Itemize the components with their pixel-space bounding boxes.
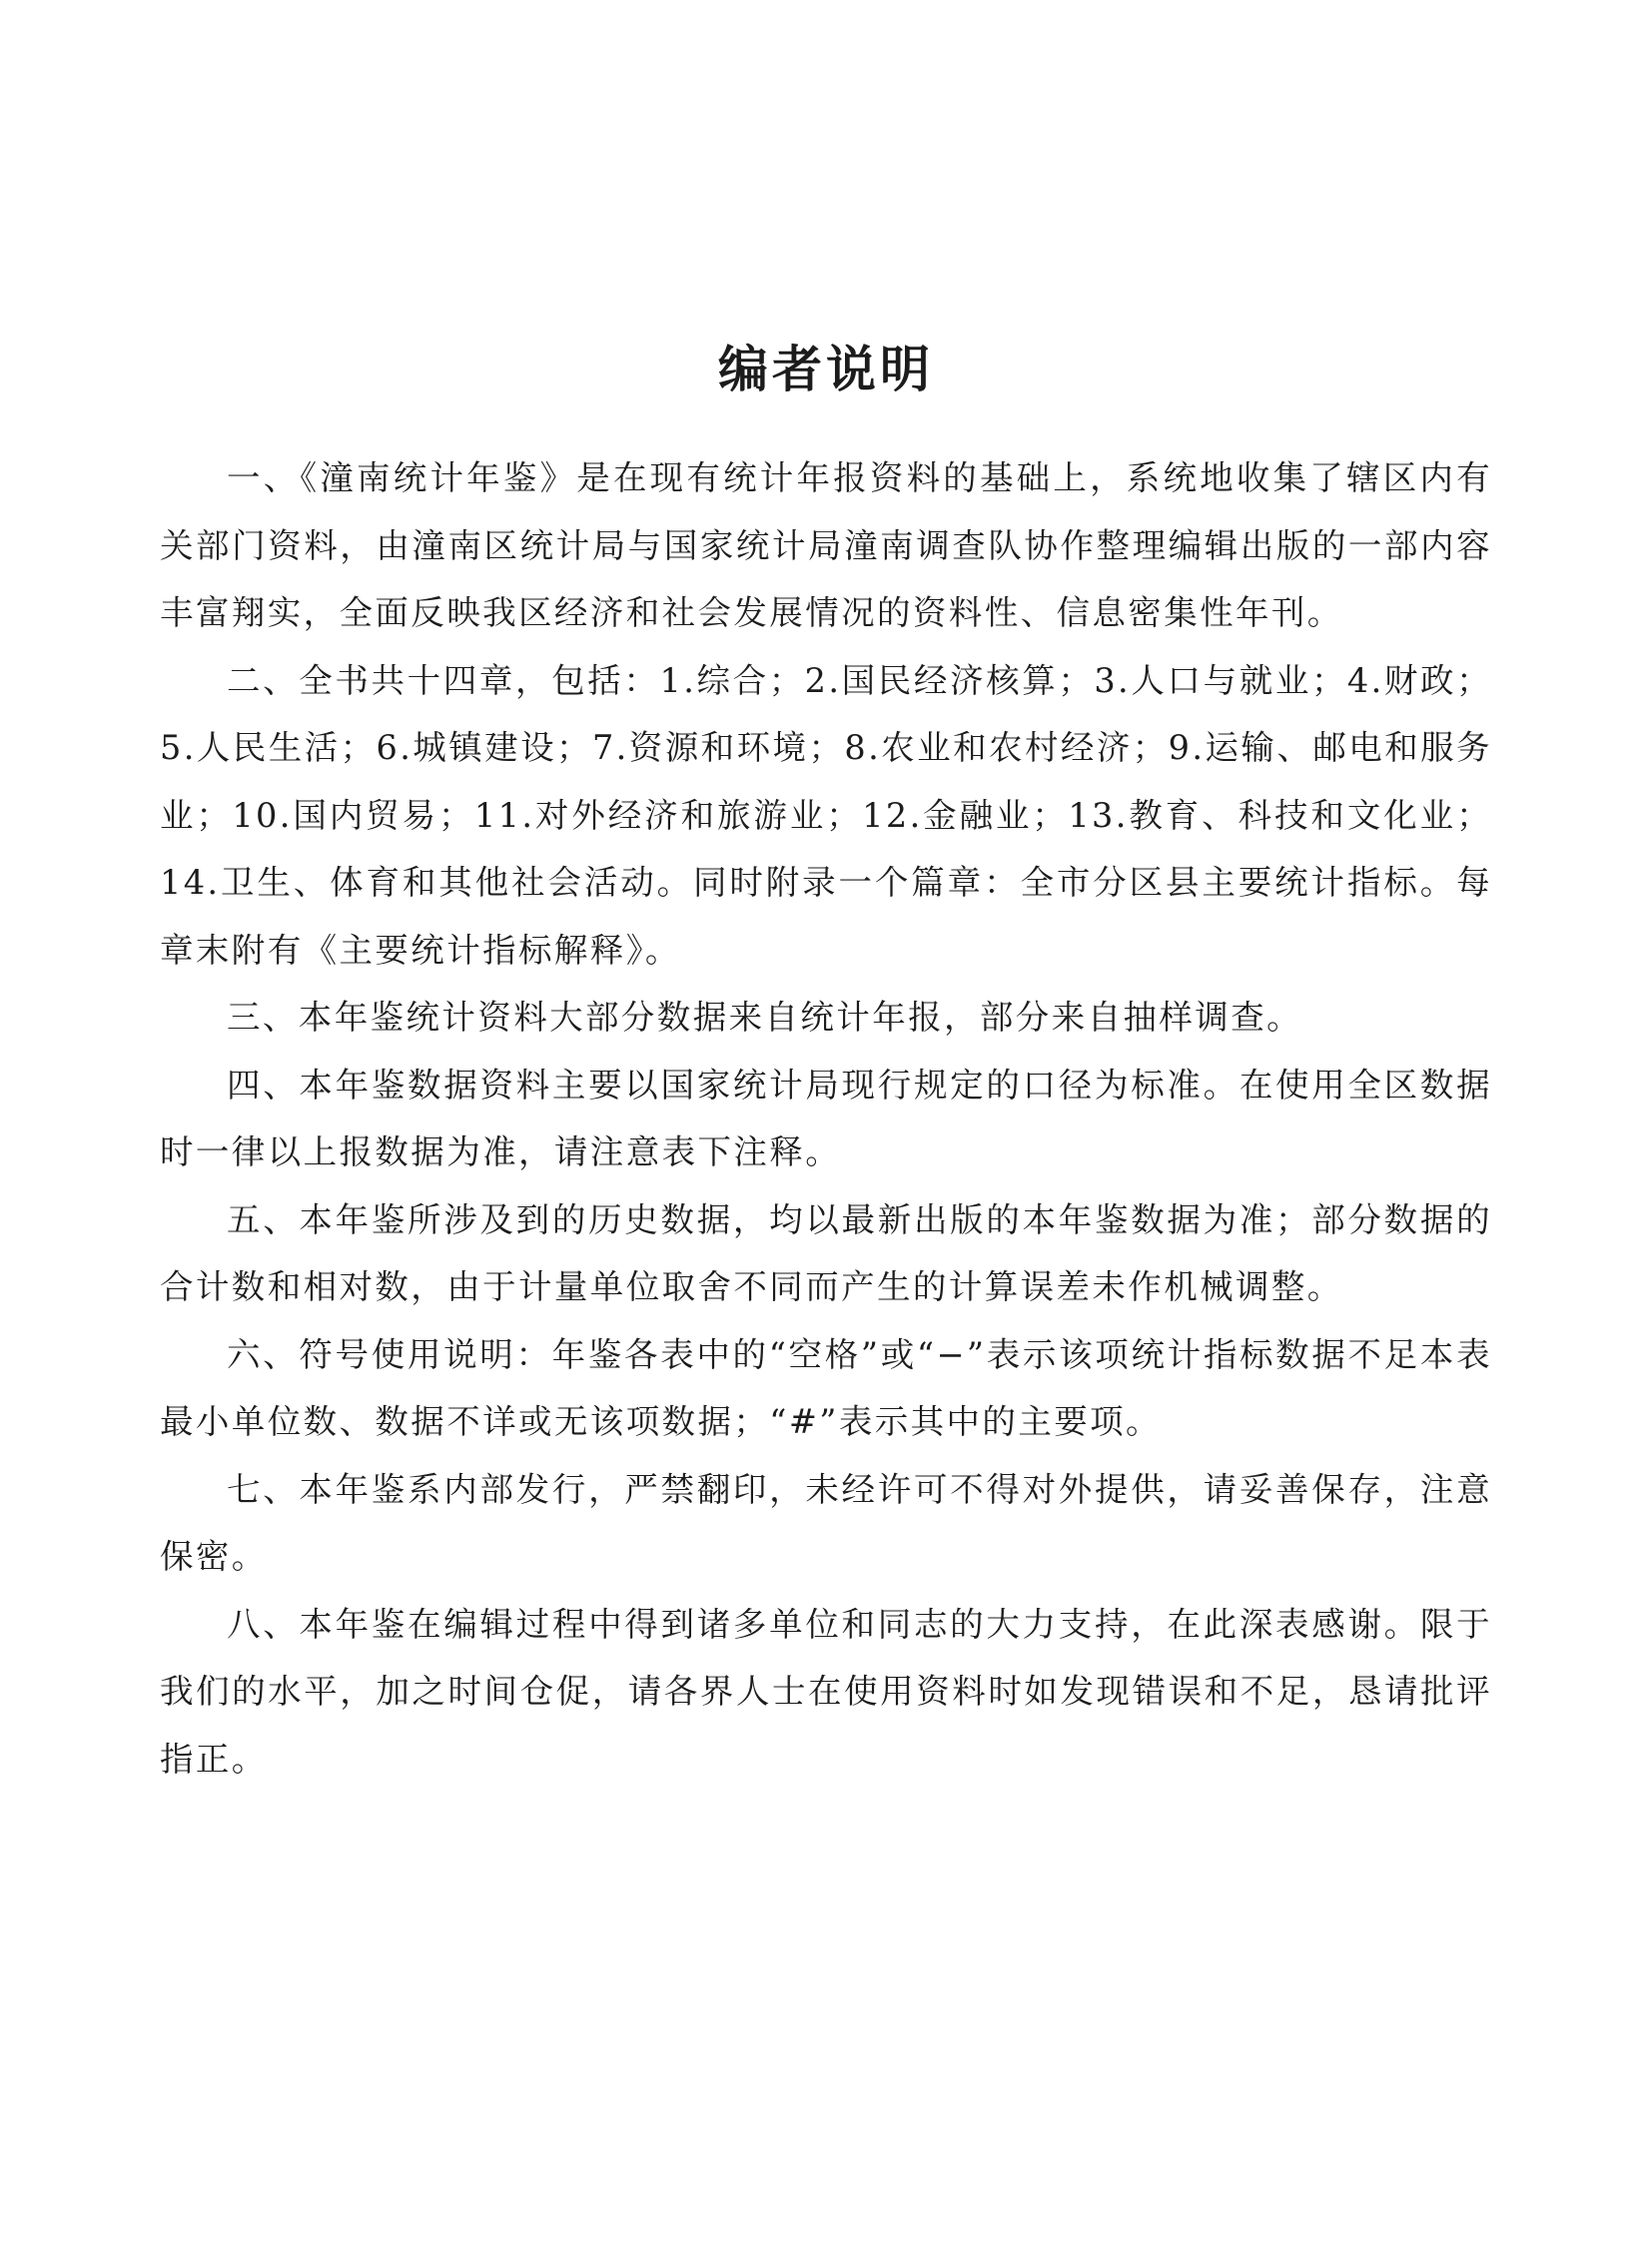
paragraph-8: 八、本年鉴在编辑过程中得到诸多单位和同志的大力支持，在此深表感谢。限于我们的水平，加之时间仓促，请各界人士在使用资料时如发现错误和不足，恳请批评指正。 xyxy=(160,1604,1492,1779)
document-body xyxy=(160,444,1492,1793)
paragraph-4: 四、本年鉴数据资料主要以国家统计局现行规定的口径为标准。在使用全区数据时一律以上报数据为准，请注意表下注释。 xyxy=(160,1065,1492,1171)
paragraph-5: 五、本年鉴所涉及到的历史数据，均以最新出版的本年鉴数据为准；部分数据的合计数和相对数，由于计量单位取舍不同而产生的计算误差未作机械调整。 xyxy=(160,1199,1492,1306)
paragraph-6: 六、符号使用说明：年鉴各表中的“空格”或“−”表示该项统计指标数据不足本表最小单位数、数据不详或无该项数据；“#”表示其中的主要项。 xyxy=(160,1334,1492,1441)
paragraph-7: 七、本年鉴系内部发行，严禁翻印，未经许可不得对外提供，请妥善保存，注意保密。 xyxy=(160,1469,1492,1576)
paragraph-1: 一、《潼南统计年鉴》是在现有统计年报资料的基础上，系统地收集了辖区内有关部门资料，由潼南区统计局与国家统计局潼南调查队协作整理编辑出版的一部内容丰富翔实，全面反映我区经济和社会发展情况的资料性、信息密集性年刊。 xyxy=(160,458,1492,632)
paragraph-2: 二、全书共十四章，包括：1.综合；2.国民经济核算；3.人口与就业；4.财政；5.人民生活；6.城镇建设；7.资源和环境；8.农业和农村经济；9.运输、邮电和服务业；10.国内贸易；11.对外经济和旅游业；12.金融业；13.教育、科技和文化业；14.卫生、体育和其他社会活动。同时附录一个篇章：全市分区县主要统计指标。每章末附有《主要统计指标解释》。 xyxy=(160,660,1492,970)
page-title: 编者说明 xyxy=(718,340,934,398)
paragraph-3: 三、本年鉴统计资料大部分数据来自统计年报，部分来自抽样调查。 xyxy=(227,998,1302,1037)
